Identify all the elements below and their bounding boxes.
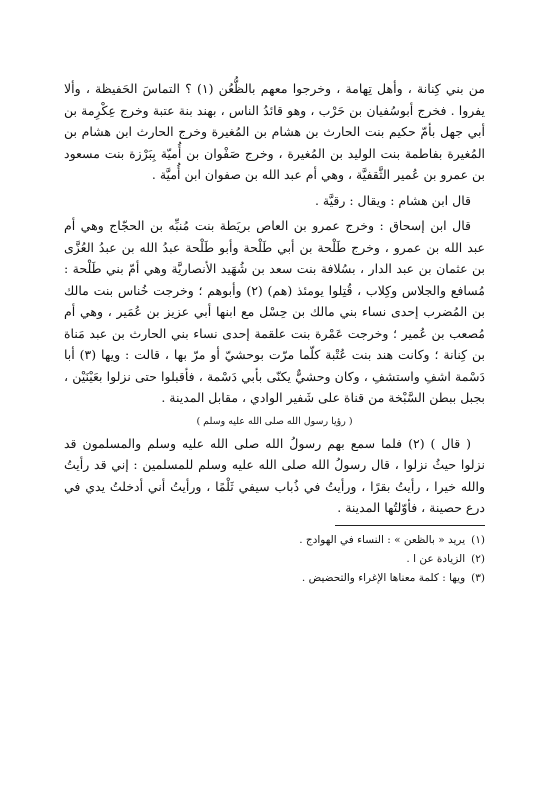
footnote (64, 570, 485, 587)
body-paragraph: ( قال ) (٢) فلما سمع بهم رسولُ الله صلى الله عليه وسلم والمسلمون قد نزلوا حيثُ نزلوا ، قال رسولُ الله صلى الله عليه وسلم للمسلمين : إني قد رأيتُ والله خيرا ، رأيتُ بقرًا ، ورأيتُ في ذُباب سيفي ثَلْمًا ، ورأيتُ أني أدخلتُ يدي في درع حصينة ، فأوّلتُها المدينة . (64, 435, 485, 515)
body-paragraph: من بني كِنانة ، وأهل تِهامة ، وخرجوا معهم بالظُّعُن (١) ؟ التماسَ الحَفيظة ، وألا يفروا . فخرج أبوسُفيان بن حَرْب ، وهو قائدُ الناس ، بهند بنة عتبة وخرج عِكْرِمة بن أبي جهل بأمّ حكيم بنت الحارث بن هشام بن المُغيرة وخرج الحارث ابن هشام بن المُغيرة بفاطمة بنت الوليد بن المُغيرة ، وخرج صَفْوان بن أُميّة بِبَرْزة بنت مسعود بن عمرو بن عُمير الثَّقفيَّة ، وهي أم عبد الله بن صفوان ابن أُميَّة . (64, 81, 485, 182)
footnote (64, 551, 485, 568)
ibn-hisham-note: قال ابن هشام : ويقال : رقيَّة . (314, 192, 471, 208)
footnote-text: الزيادة عن ا . (406, 552, 466, 565)
footnote-number: (٢) (471, 552, 485, 565)
footnote-text: يريد « بالظعن » : النساء في الهوادج . (299, 533, 466, 546)
section-heading: ( رؤيا رسول الله صلى الله عليه وسلم ) (196, 415, 353, 427)
footnotes (64, 532, 485, 587)
footnote-number: (٣) (471, 571, 485, 584)
footnote-number: (١) (471, 533, 485, 546)
footnote-text: ويها : كلمة معناها الإغراء والتحضيض . (301, 571, 466, 584)
footnote (64, 532, 485, 549)
body-paragraph: قال ابن إسحاق : وخرج عمرو بن العاص بريَطة بنت مُنبِّه بن الحجّاج وهي أم عبد الله بن عمرو ، وخرج طَلْحة بن أبي طَلْحة وأبو طَلْحة عبدُ الله بن عبدُ العُزَّى بن عثمان بن عبد الدار ، بسُلافة بنت سعد بن شُهَيد الأنصاريَّة وهي أمّ بني طَلْحة : مُسافع والجلاس وكِلاب ، قُتِلوا يومئذ (هم) (٢) وأبوهم ؛ وخرجت خُناس بنت مالك بن المُضرب إحدى نساء بني مالك بن حِسْل مع ابنها أبي عزيز بن عُمَير ، وهي أم مُصعب بن عُمير ؛ وخرجت عَمْرة بنت علقمة إحدى نساء بني الحارث بن عبد مَناة بن كِنانة ؛ وكانت هند بنت عُتْبة كلّما مرّت بوحشيّ أو مرّ بها ، قالت : ويها (٣) أبا دَسْمة اشفِ واستشفِ ، وكان وحشيٌّ يكنّى بأبي دَسْمة ، فأقبلوا حتى نزلوا بعَيْنَيْن ، بجبل ببطن السَّبْخة من قناة على شَفير الوادي ، مقابل المدينة . (64, 218, 485, 405)
footnote-divider (335, 525, 485, 526)
